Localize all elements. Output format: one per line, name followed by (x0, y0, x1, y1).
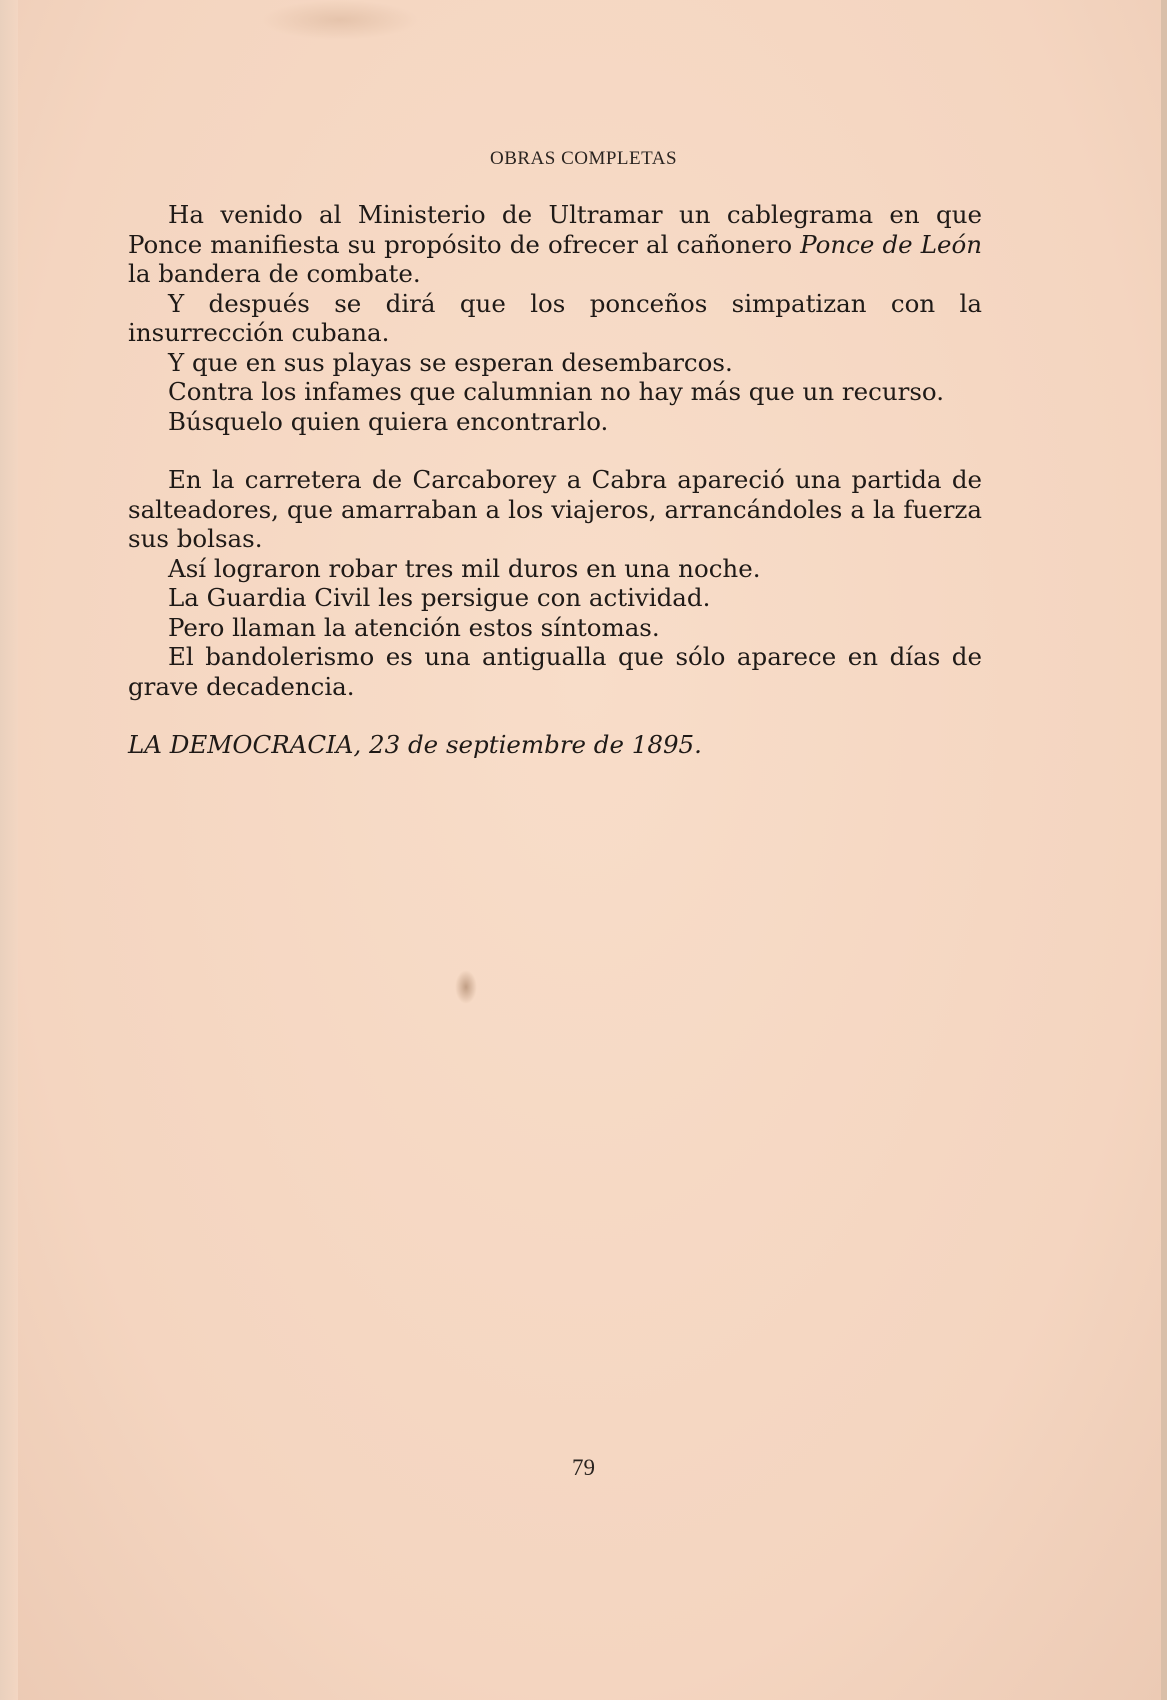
source-citation: LA DEMOCRACIA, 23 de septiembre de 1895. (128, 730, 702, 759)
paragraph: Y después se dirá que los ponceños simpatizan con la insurrección cubana. (128, 288, 982, 347)
page-number: 79 (572, 1455, 595, 1480)
section-gap (128, 701, 982, 730)
paper-stain (260, 0, 420, 40)
paragraph: La Guardia Civil les persigue con actividad. (168, 583, 711, 612)
paragraph-text: la bandera de combate. (128, 259, 421, 288)
paragraph: Contra los infames que calumnian no hay más que un recurso. (168, 377, 944, 406)
paragraph: Pero llaman la atención estos síntomas. (168, 612, 660, 642)
paragraph: Y que en sus playas se esperan desembarcos. (168, 347, 733, 377)
section-gap (128, 436, 982, 465)
paragraph (128, 200, 982, 289)
paragraph: Búsquelo quien quiera encontrarlo. (168, 406, 609, 436)
paragraph: Así lograron robar tres mil duros en una noche. (168, 553, 761, 583)
paragraph: En la carretera de Carcaborey a Cabra apareció una partida de salteadores, que amarraban a los viajeros, arrancándoles a la fuerza sus bolsas. (128, 465, 982, 553)
ship-name: Ponce de León (800, 229, 982, 259)
article-body (128, 200, 982, 760)
paper-stain (455, 970, 477, 1004)
paragraph-text: Ha venido al Ministerio de Ultramar un cablegrama en que Ponce manifiesta su propósito de ofrecer al cañonero (128, 200, 982, 259)
paragraph: El bandolerismo es una antigualla que sólo aparece en días de grave decadencia. (128, 642, 982, 701)
running-head: OBRAS COMPLETAS (489, 148, 678, 169)
